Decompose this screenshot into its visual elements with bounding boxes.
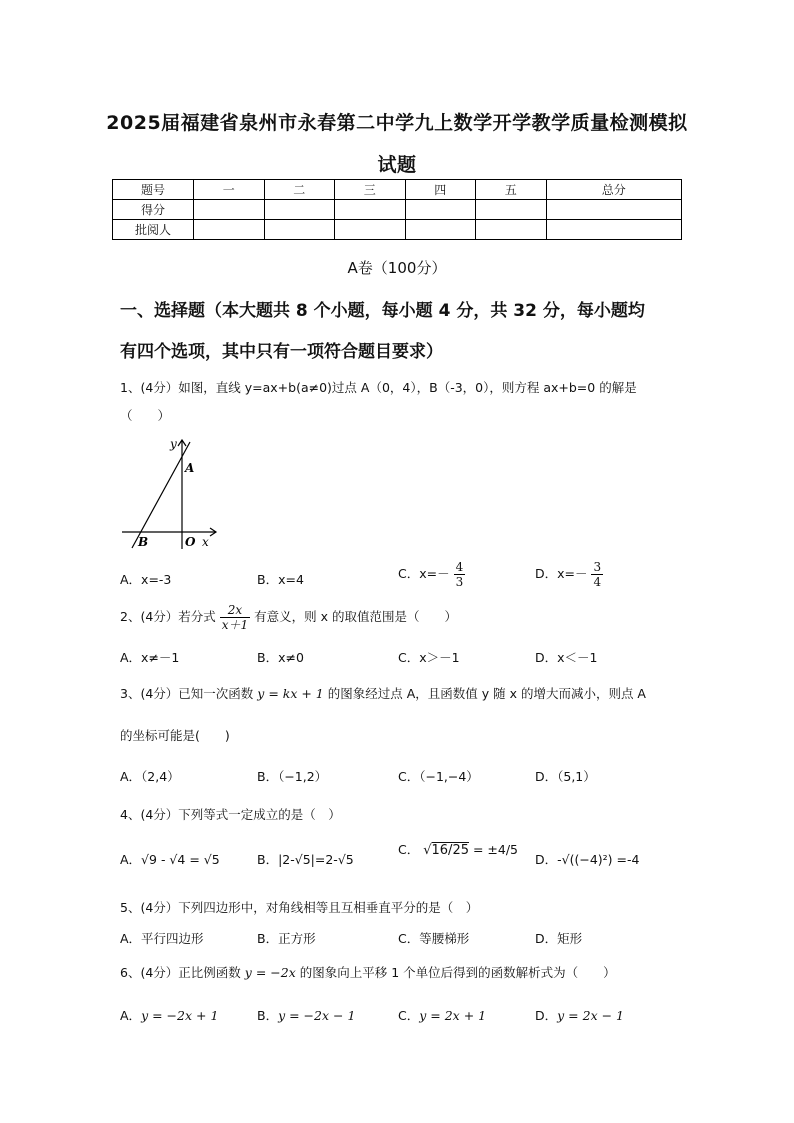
q1-option-c: [398, 560, 465, 589]
score-row-label: 得分: [113, 200, 194, 220]
score-table-row: [113, 220, 682, 240]
score-cell: [476, 200, 547, 220]
score-table-header: 五: [476, 180, 547, 200]
question-1-stem-paren: （ ）: [120, 408, 171, 423]
q2-option-c: C．x＞－1: [398, 650, 460, 665]
score-table-header: 一: [194, 180, 265, 200]
q3-option-d: D．（5,1）: [535, 769, 596, 784]
q1-option-c-prefix: C．x=－: [398, 566, 450, 581]
q6-option-d-prefix: D．: [535, 1008, 558, 1023]
q2-stem-prefix: 2、(4分）若分式: [120, 609, 216, 624]
document-title-line1: 2025届福建省泉州市永春第二中学九上数学开学教学质量检测模拟: [106, 112, 688, 134]
q6-option-b-prefix: B．: [257, 1008, 279, 1023]
point-a-label: A: [185, 461, 195, 475]
question-5-stem: 5、(4分）下列四边形中，对角线相等且互相垂直平分的是（ ）: [120, 900, 479, 915]
score-table-row: [113, 200, 682, 220]
question-4-stem: 4、(4分）下列等式一定成立的是（ ）: [120, 807, 341, 822]
question-6-stem: [120, 963, 616, 981]
score-table: [112, 179, 682, 240]
score-table-header: 三: [335, 180, 406, 200]
score-cell: [546, 220, 682, 240]
q2-stem-suffix: 有意义，则 x 的取值范围是（ ）: [254, 609, 458, 624]
score-cell: [546, 200, 682, 220]
score-cell: [405, 220, 476, 240]
score-cell: [335, 200, 406, 220]
q5-option-a: A．平行四边形: [120, 931, 204, 946]
score-table-header-row: [113, 180, 682, 200]
q6-option-a: [120, 1006, 218, 1024]
q6-option-d: [535, 1006, 624, 1024]
q2-frac-num: 2x: [220, 603, 250, 618]
q6-option-d-formula: y = 2x − 1: [557, 1008, 624, 1023]
q1-option-c-den: 3: [455, 575, 464, 589]
point-b-label: B: [138, 535, 149, 549]
x-axis-label: x: [202, 535, 209, 549]
q3-stem-suffix: 的图象经过点 A，且函数值 y 随 x 的增大而减小，则点 A: [327, 686, 646, 701]
origin-label: O: [185, 535, 196, 549]
question-1-figure: [118, 434, 223, 554]
y-axis-label: y: [170, 437, 177, 451]
document-title-line2: 试题: [377, 154, 417, 176]
q3-option-c: C．（−1,−4）: [398, 769, 479, 784]
q2-frac-den: x＋1: [221, 618, 249, 632]
part-a-heading: A卷（100分）: [347, 259, 447, 277]
q4-option-c-radicand: 16/25: [431, 843, 469, 858]
q3-stem-prefix: 3、(4分）已知一次函数: [120, 686, 254, 701]
q1-option-c-num: 4: [455, 560, 464, 574]
question-1-stem: 1、(4分）如图，直线 y=ax+b(a≠0)过点 A（0，4），B（-3，0），则方程 ax+b=0 的解是: [120, 380, 637, 395]
q4-option-c: [398, 840, 518, 858]
q2-option-d: D．x＜－1: [535, 650, 598, 665]
q1-option-d-den: 4: [593, 575, 602, 589]
q6-option-b-formula: y = −2x − 1: [278, 1008, 356, 1023]
q2-option-b: B．x≠0: [257, 650, 304, 665]
question-3-stem: [120, 684, 646, 702]
q1-option-a: A．x=-3: [120, 572, 172, 587]
q6-stem-prefix: 6、(4分）正比例函数: [120, 965, 241, 980]
score-table-header: 二: [264, 180, 335, 200]
q4-option-c-prefix: C．: [398, 842, 420, 857]
q6-option-c-formula: y = 2x + 1: [419, 1008, 487, 1023]
section-heading-line1: 一、选择题（本大题共 8 个小题，每小题 4 分，共 32 分，每小题均: [120, 301, 645, 321]
q3-option-a: A．（2,4）: [120, 769, 180, 784]
score-cell: [194, 220, 265, 240]
q4-option-c-radical: √16/25: [423, 843, 469, 858]
score-table-header: 题号: [113, 180, 194, 200]
score-cell: [335, 220, 406, 240]
q6-option-a-prefix: A．: [120, 1008, 142, 1023]
q3-formula: y = kx + 1: [257, 686, 324, 701]
q1-option-d: [535, 560, 603, 589]
q6-option-a-formula: y = −2x + 1: [141, 1008, 219, 1023]
q5-option-b: B．正方形: [257, 931, 316, 946]
q2-option-a: A．x≠－1: [120, 650, 180, 665]
q4-option-d: D．-√((−4)²) =-4: [535, 852, 640, 867]
score-cell: [264, 220, 335, 240]
q3-option-b: B．（−1,2）: [257, 769, 328, 784]
score-row-label: 批阅人: [113, 220, 194, 240]
q1-option-d-num: 3: [593, 560, 602, 574]
question-3-stem-line2: 的坐标可能是( ): [120, 728, 230, 743]
section-heading-line2: 有四个选项，其中只有一项符合题目要求）: [120, 342, 443, 362]
q1-option-d-prefix: D．x=－: [535, 566, 588, 581]
q6-option-c: [398, 1006, 486, 1024]
score-cell: [405, 200, 476, 220]
q5-option-d: D．矩形: [535, 931, 583, 946]
q4-option-b: B．|2-√5|=2-√5: [257, 852, 354, 867]
q4-option-c-rhs: = ±4/5: [472, 842, 519, 857]
q5-option-c: C．等腰梯形: [398, 931, 470, 946]
q1-option-b: B．x=4: [257, 572, 304, 587]
q6-option-b: [257, 1006, 355, 1024]
q6-option-c-prefix: C．: [398, 1008, 420, 1023]
score-table-header: 四: [405, 180, 476, 200]
score-cell: [264, 200, 335, 220]
question-2-stem: [120, 603, 457, 632]
score-cell: [194, 200, 265, 220]
q4-option-a: A．√9 - √4 = √5: [120, 852, 220, 867]
score-table-header: 总分: [546, 180, 682, 200]
q6-stem-suffix: 的图象向上平移 1 个单位后得到的函数解析式为（ ）: [299, 965, 616, 980]
q6-formula: y = −2x: [244, 965, 296, 980]
score-cell: [476, 220, 547, 240]
